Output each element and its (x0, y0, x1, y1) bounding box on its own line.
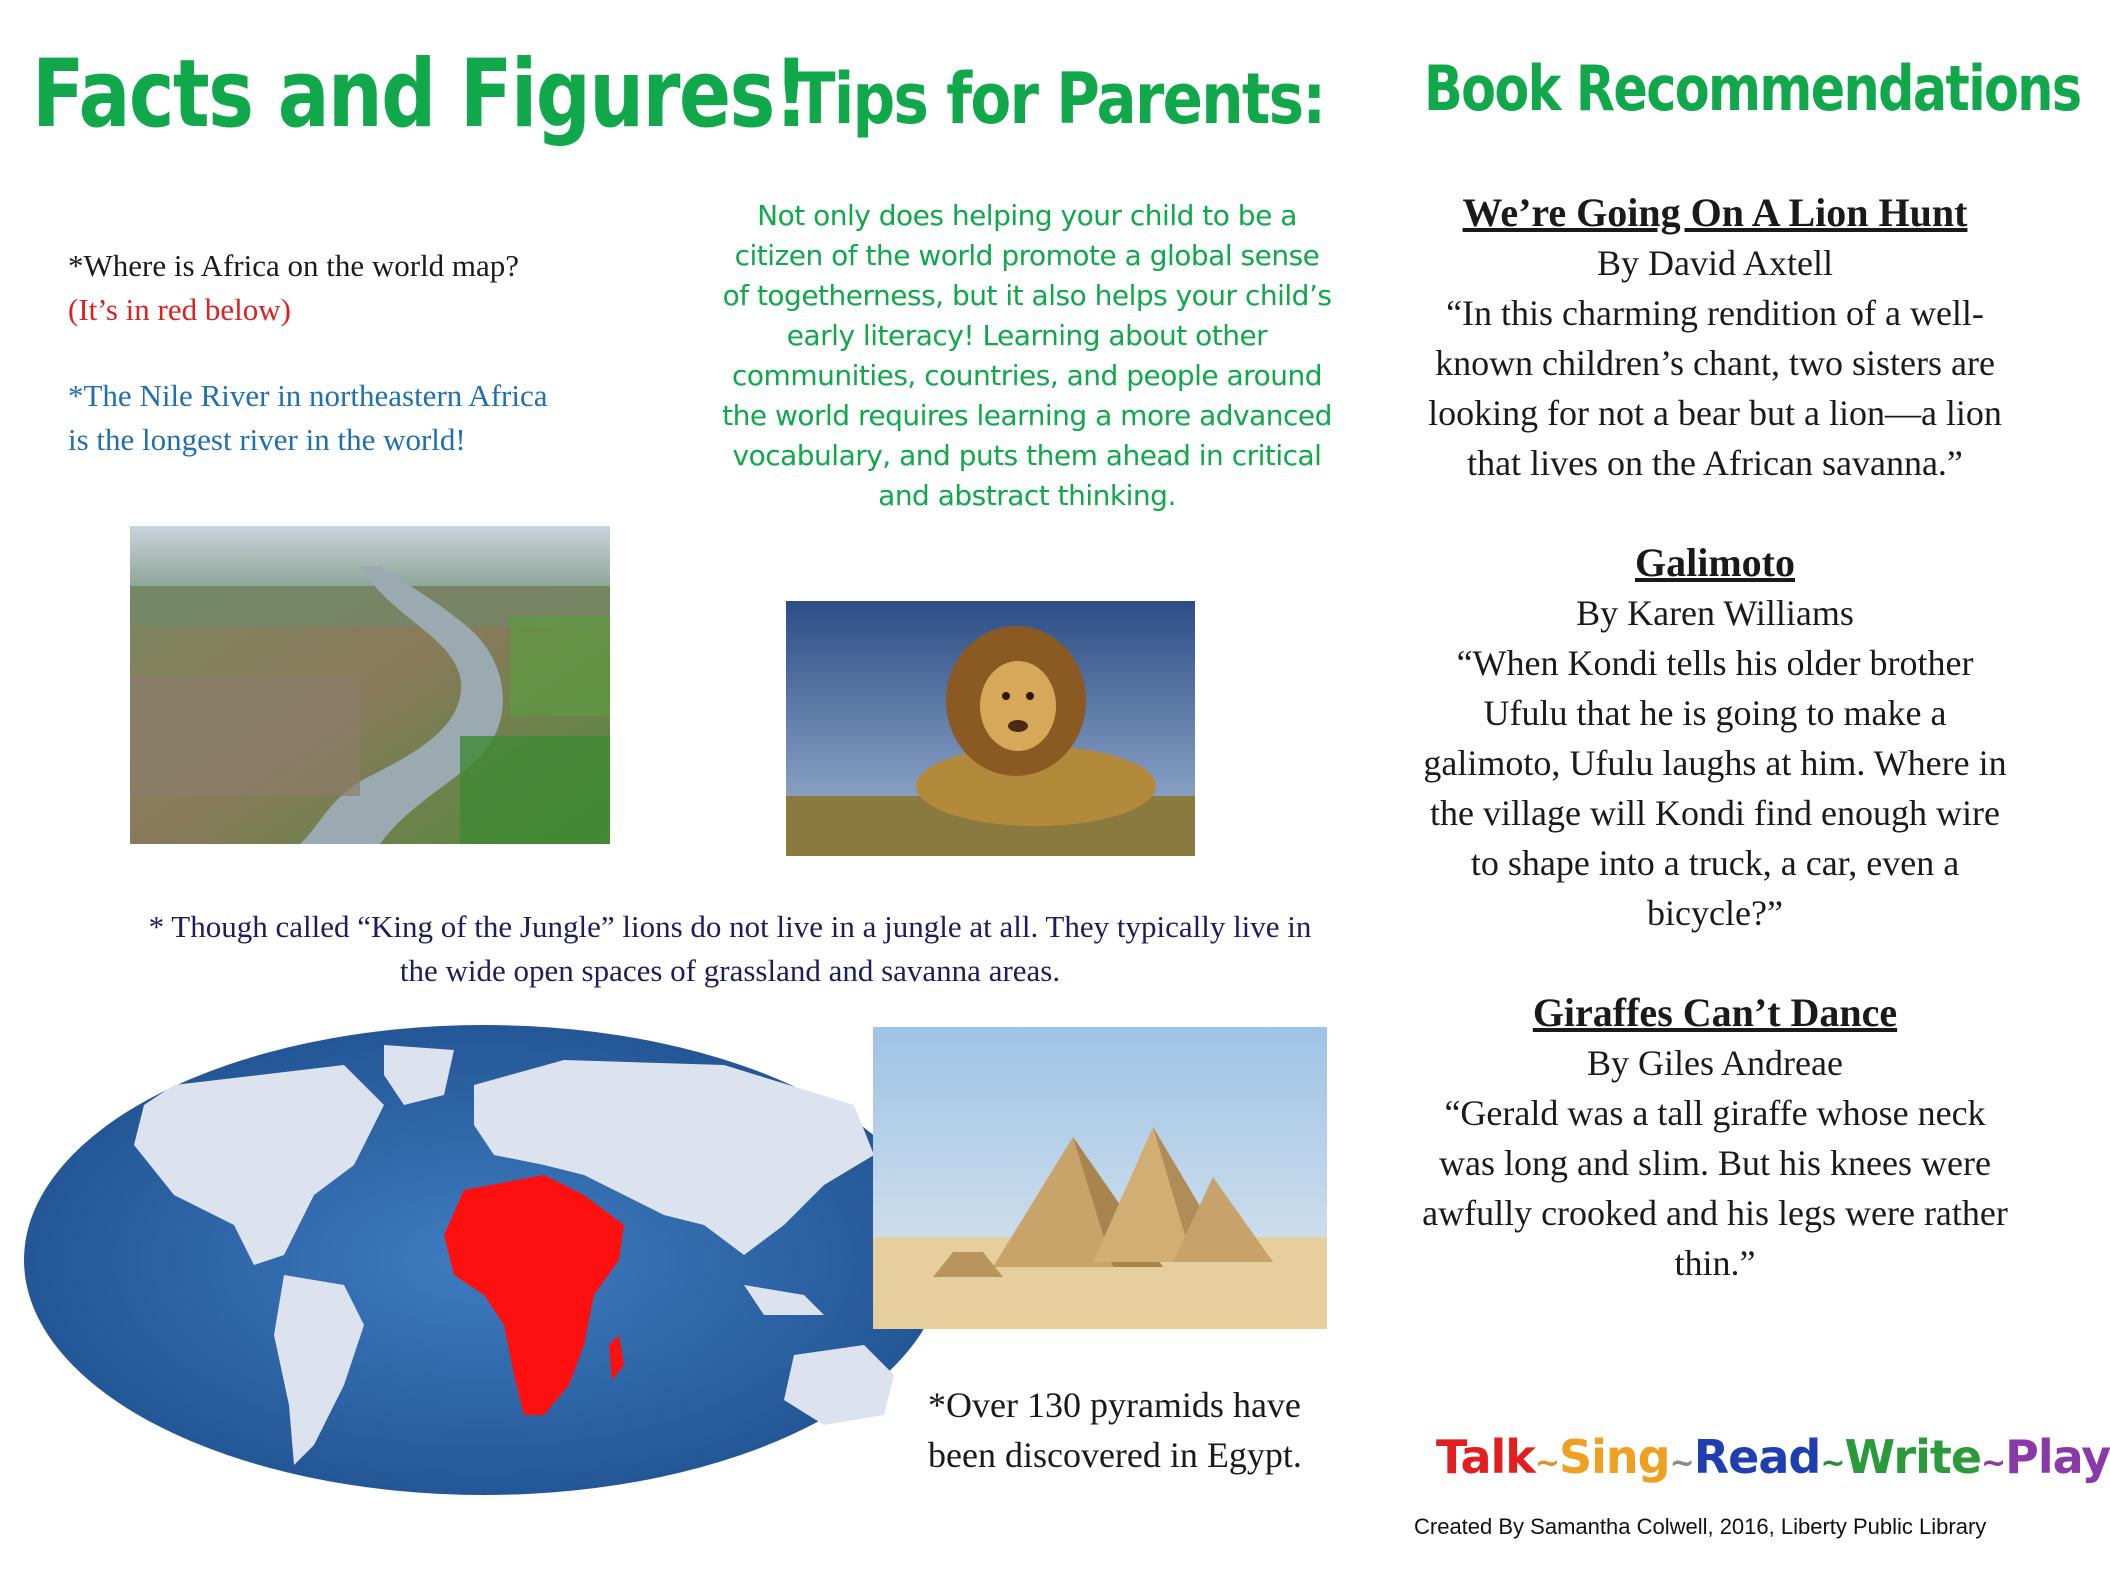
slogan-sing: Sing (1559, 1430, 1670, 1484)
book-blurb: “In this charming rendition of a well-known children’s chant, two sisters are looking for not a bear but a lion—a lion that lives on the African savanna.” (1428, 293, 2002, 483)
book-item (1418, 538, 2012, 938)
book-title: Giraffes Can’t Dance (1532, 990, 1898, 1035)
slogan-sep: ~ (1820, 1446, 1845, 1481)
slogan-play: Play (2005, 1430, 2110, 1484)
pyramids-photo (873, 1027, 1327, 1329)
slogan-sep: ~ (1981, 1446, 2006, 1481)
world-map-image (24, 1025, 944, 1495)
lion-fact: * Though called “King of the Jungle” lions do not live in a jungle at all. They typically live in the wide open spaces of grassland and savanna areas. (148, 909, 1312, 988)
river-photo (130, 526, 610, 844)
book-blurb: “Gerald was a tall giraffe whose neck was long and slim. But his knees were awfully crooked and his legs were rather thin.” (1422, 1093, 2008, 1283)
book-blurb: “When Kondi tells his older brother Ufulu that he is going to make a galimoto, Ufulu laughs at him. Where in the village will Kondi find enough wire to shape into a truck, a car, even a bicycle?” (1423, 643, 2007, 933)
book-title: We’re Going On A Lion Hunt (1462, 190, 1968, 235)
facts-heading: Facts and Figures! (32, 40, 808, 149)
book-item (1418, 188, 2012, 488)
pyramids-fact: *Over 130 pyramids have been discovered in Egypt. (928, 1385, 1302, 1475)
world-map (24, 1025, 944, 1495)
lion-image (786, 601, 1195, 856)
slogan-talk: Talk (1436, 1430, 1535, 1484)
book-title: Galimoto (1635, 540, 1795, 585)
book-list (1418, 188, 2012, 1288)
nile-fact: *The Nile River in northeastern Africa is the longest river in the world! (68, 378, 548, 457)
aerial-river-image (130, 526, 610, 844)
slogan-read: Read (1693, 1430, 1821, 1484)
book-author: By Giles Andreae (1587, 1043, 1843, 1083)
books-heading: Book Recommendations (1424, 52, 2081, 125)
lion-photo (786, 601, 1195, 856)
tips-text: Not only does helping your child to be a citizen of the world promote a global sense of togetherness, but it also helps your child’s early literacy! Learning about other communities, countries, and people around the world requires learning a more advanced vocabulary, and puts them ahead in critical and abstract thinking. (722, 199, 1332, 512)
slogan (1436, 1430, 2110, 1484)
africa-answer: (It’s in red below) (68, 292, 291, 327)
slogan-write: Write (1844, 1430, 1982, 1484)
pyramids-image (873, 1027, 1327, 1329)
tips-heading: Tips for Parents: (795, 58, 1325, 140)
footer-credit: Created By Samantha Colwell, 2016, Liberty Public Library (1414, 1514, 1987, 1539)
book-author: By David Axtell (1597, 243, 1833, 283)
book-author: By Karen Williams (1576, 593, 1854, 633)
africa-question-block (68, 244, 648, 332)
slogan-sep: ~ (1669, 1446, 1694, 1481)
slogan-sep: ~ (1534, 1446, 1559, 1481)
africa-question: *Where is Africa on the world map? (68, 248, 520, 283)
book-item (1418, 988, 2012, 1288)
